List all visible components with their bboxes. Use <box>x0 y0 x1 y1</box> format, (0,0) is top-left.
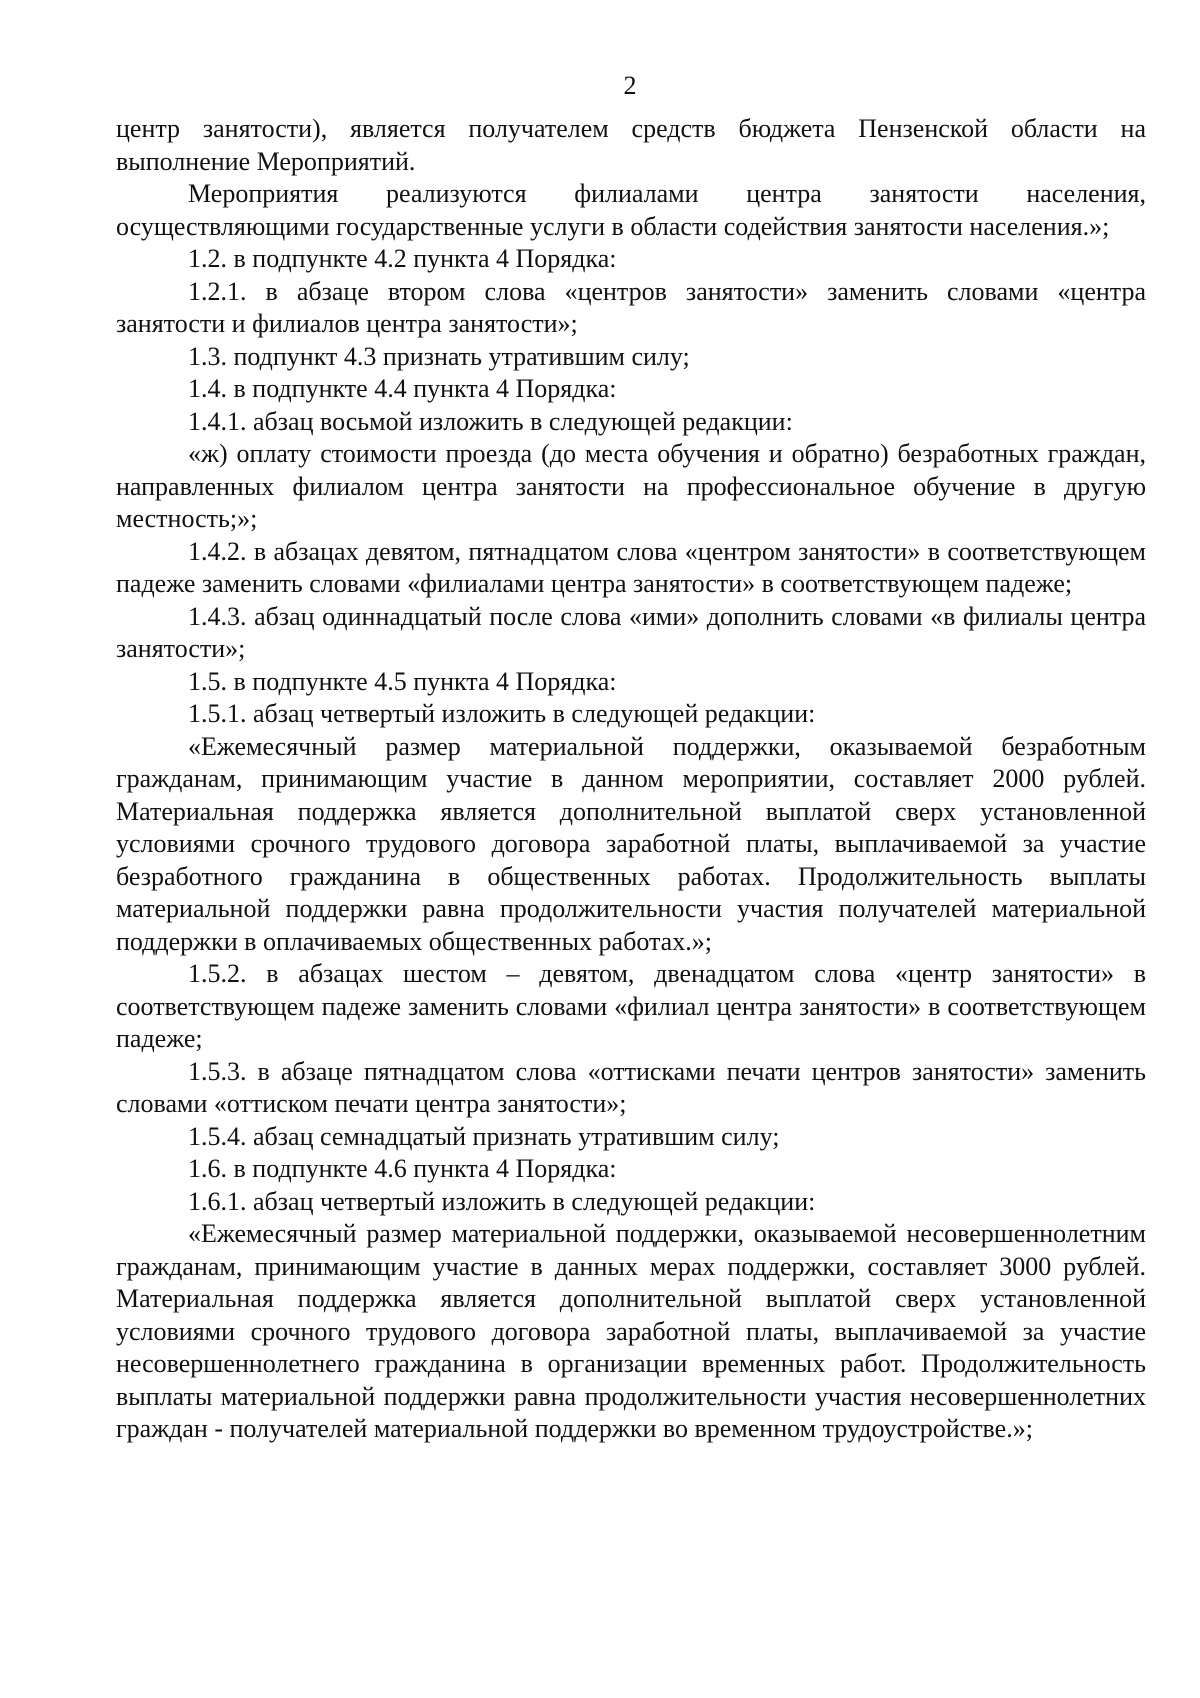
paragraph: 1.2. в подпункте 4.2 пункта 4 Порядка: <box>188 244 617 273</box>
paragraph: 1.4.3. абзац одиннадцатый после слова «ими» дополнить словами «в филиалы центра занятости»; <box>116 601 1146 663</box>
paragraph: 1.4. в подпункте 4.4 пункта 4 Порядка: <box>188 374 617 403</box>
paragraph: 1.6. в подпункте 4.6 пункта 4 Порядка: <box>188 1154 617 1183</box>
paragraph: 1.5.2. в абзацах шестом – девятом, двенадцатом слова «центр занятости» в соответствующем падеже заменить словами «филиал центра занятости» в соответствующем падеже; <box>116 959 1146 1053</box>
paragraph: 1.5. в подпункте 4.5 пункта 4 Порядка: <box>188 666 617 696</box>
paragraph: Мероприятия реализуются филиалами центра занятости населения, осуществляющими государственные услуги в области содействия занятости населения.»; <box>116 179 1146 241</box>
document-body <box>116 113 1146 1446</box>
paragraph: «ж) оплату стоимости проезда (до места обучения и обратно) безработных граждан, направленных филиалом центра занятости на профессиональное обучение в другую местность;»; <box>116 439 1146 533</box>
paragraph: «Ежемесячный размер материальной поддержки, оказываемой безработным гражданам, принимающим участие в данном мероприятии, составляет 2000 рублей. Материальная поддержка является дополнительной выплатой сверх установленной условиями срочного трудового договора заработной платы, выплачиваемой за участие безработного гражданина в общественных работах. Продолжительность выплаты материальной поддержки равна продолжительности участия получателей материальной поддержки в оплачиваемых общественных работах.»; <box>116 731 1146 956</box>
paragraph: «Ежемесячный размер материальной поддержки, оказываемой несовершеннолетним гражданам, принимающим участие в данных мерах поддержки, составляет 3000 рублей. Материальная поддержка является дополнительной выплатой сверх установленной условиями срочного трудового договора заработной платы, выплачиваемой за участие несовершеннолетнего гражданина в организации временных работ. Продолжительность выплаты материальной поддержки равна продолжительности участия несовершеннолетних граждан - получателей материальной поддержки во временном трудоустройстве.»; <box>116 1219 1146 1443</box>
paragraph: 1.6.1. абзац четвертый изложить в следующей редакции: <box>188 1186 816 1216</box>
paragraph: центр занятости), является получателем средств бюджета Пензенской области на выполнение Мероприятий. <box>116 114 1146 176</box>
page-number: 2 <box>623 71 637 100</box>
paragraph: 1.4.1. абзац восьмой изложить в следующей редакции: <box>188 406 793 436</box>
paragraph: 1.5.4. абзац семнадцатый признать утратившим силу; <box>188 1121 780 1151</box>
paragraph: 1.5.1. абзац четвертый изложить в следующей редакции: <box>188 699 816 728</box>
paragraph: 1.4.2. в абзацах девятом, пятнадцатом слова «центром занятости» в соответствующем падеже заменить словами «филиалами центра занятости» в соответствующем падеже; <box>116 536 1146 598</box>
paragraph: 1.3. подпункт 4.3 признать утратившим силу; <box>188 341 690 371</box>
paragraph: 1.5.3. в абзаце пятнадцатом слова «оттисками печати центров занятости» заменить словами «оттиском печати центра занятости»; <box>116 1056 1146 1118</box>
paragraph: 1.2.1. в абзаце втором слова «центров занятости» заменить словами «центра занятости и филиалов центра занятости»; <box>116 276 1146 338</box>
